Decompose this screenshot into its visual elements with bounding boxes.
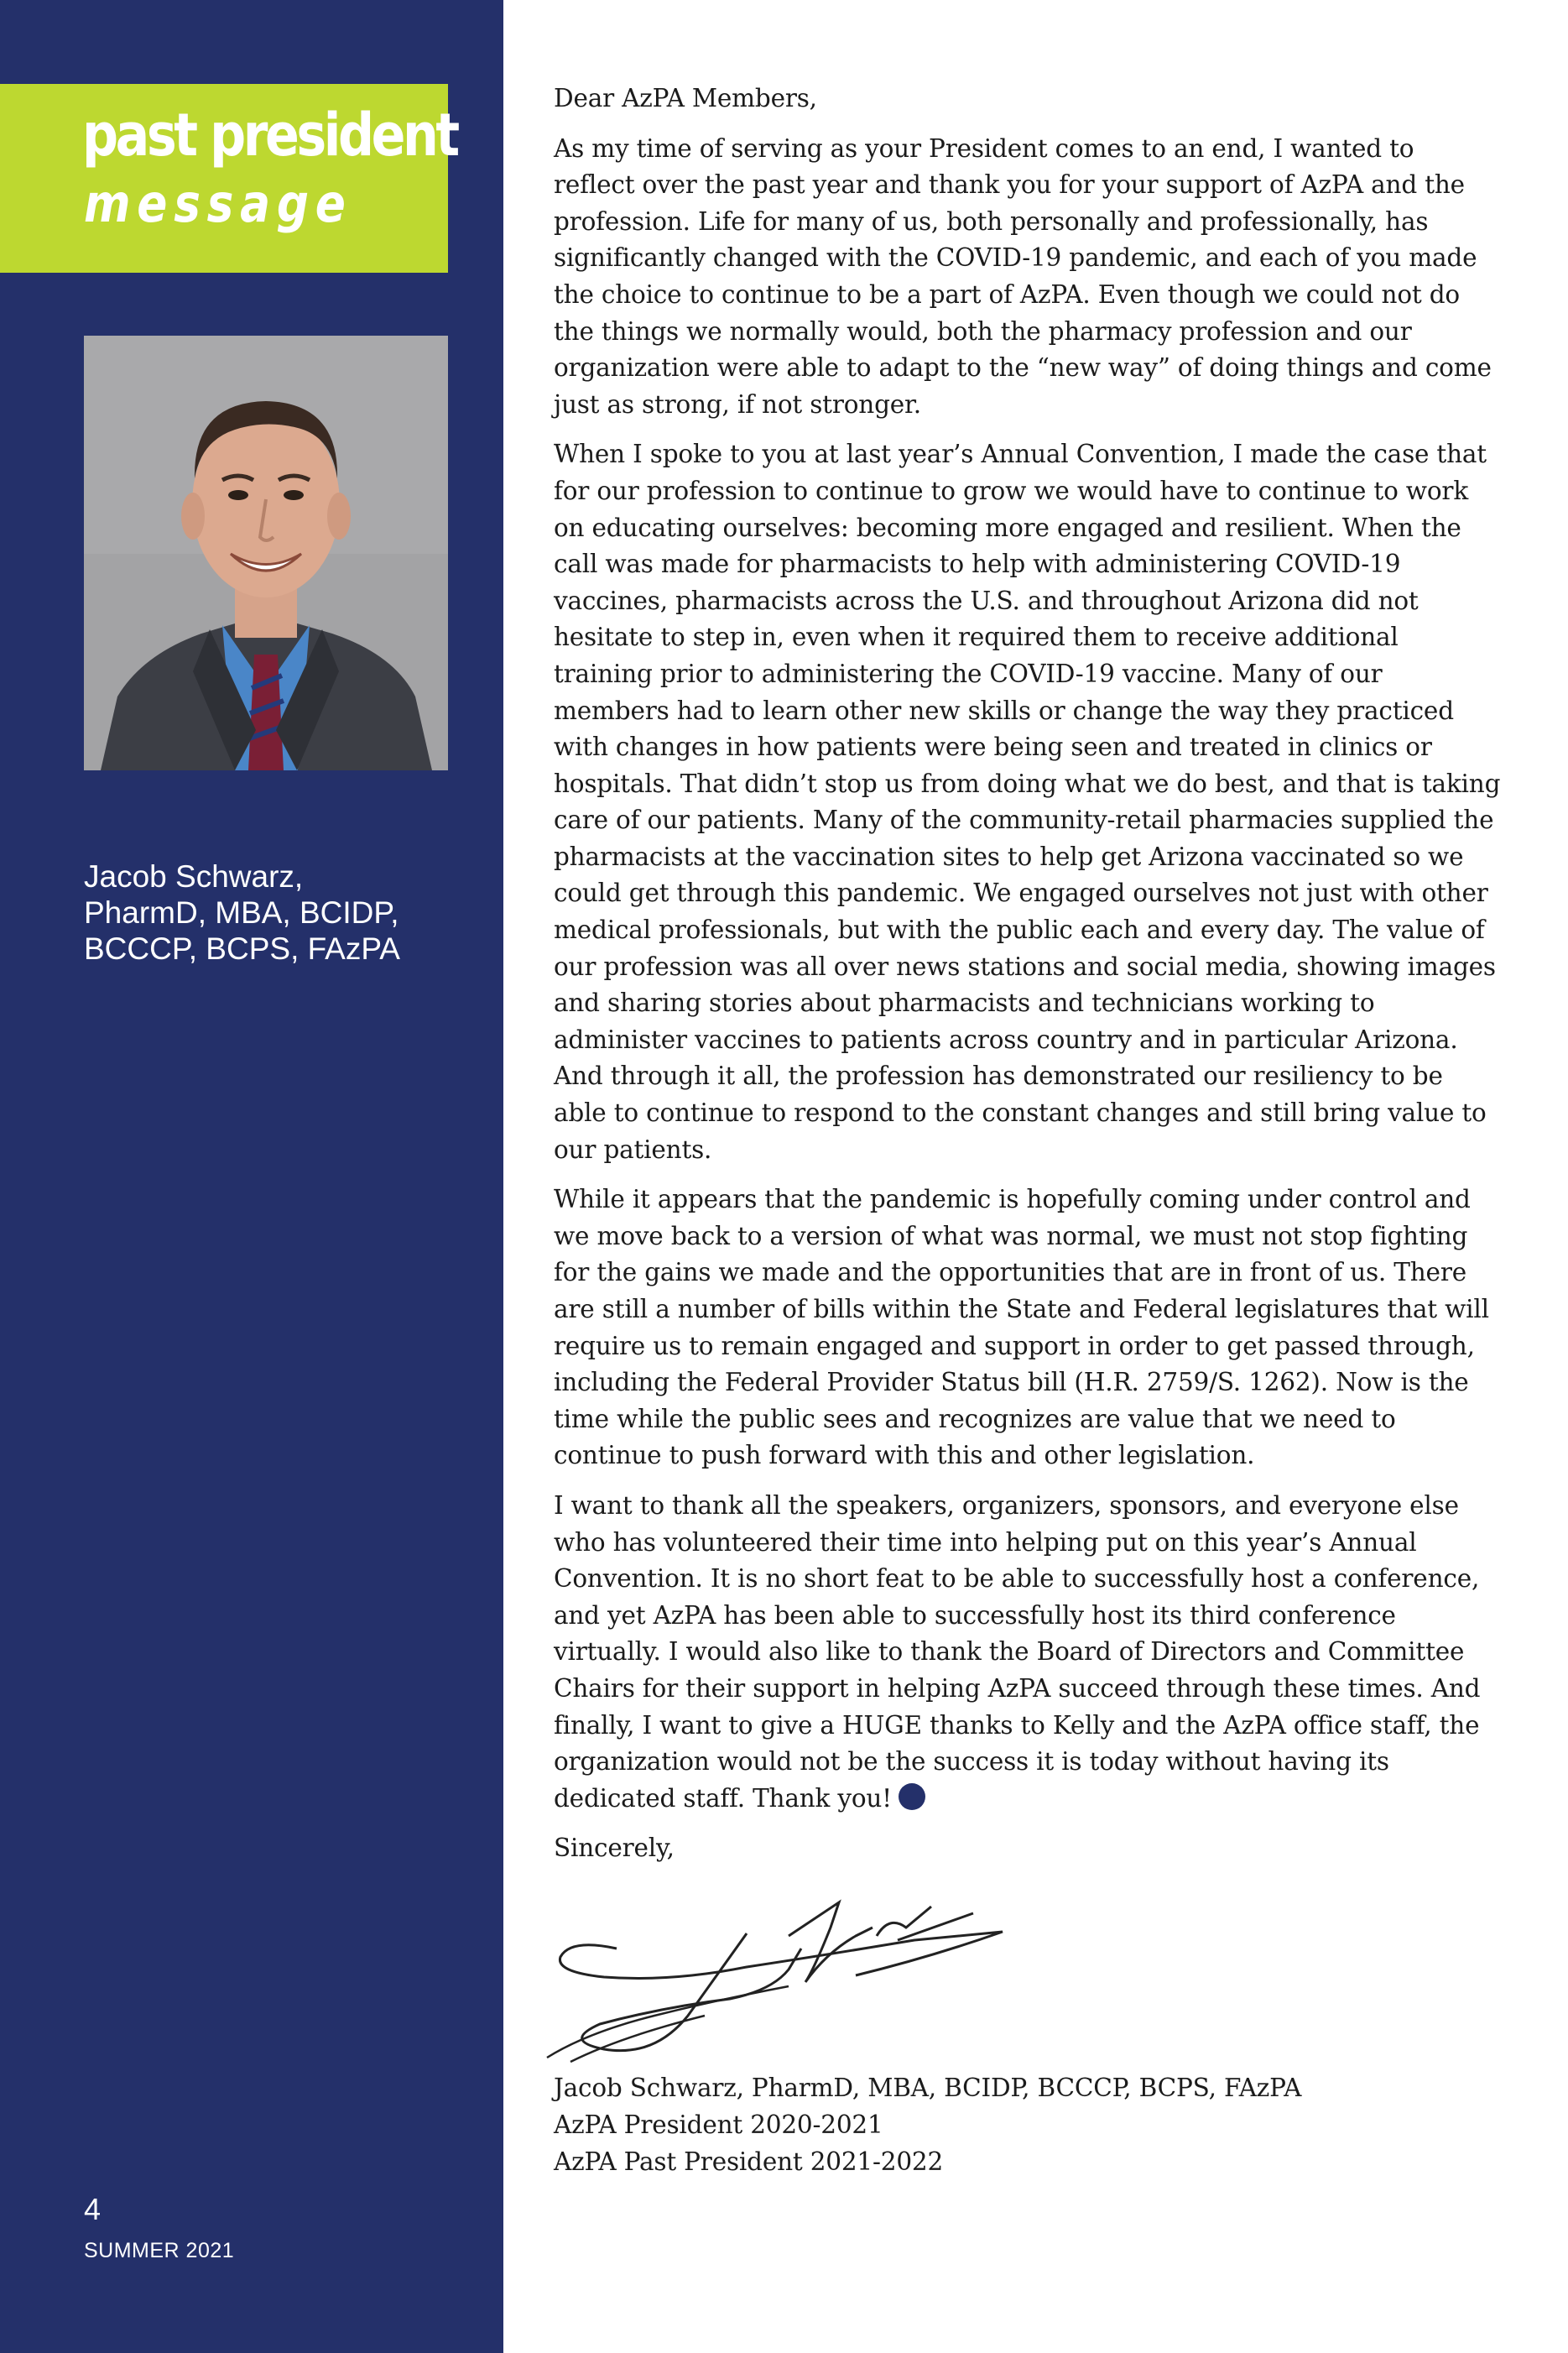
author-caption-line: PharmD, MBA, BCIDP, <box>84 895 399 930</box>
portrait-photo <box>84 336 448 770</box>
signature-title: AzPA President 2020-2021 <box>554 2110 883 2139</box>
section-title: past president <box>82 101 457 170</box>
salutation: Dear AzPA Members, <box>554 84 817 112</box>
closing: Sincerely, <box>554 1834 675 1863</box>
paragraph: While it appears that the pandemic is hopefully coming under control and we move back to a version of what was normal, we must not stop fighting for the gains we made and the opportunities that are in front of us. There are still a number of bills within the State and Federal legislatures that will require us to remain engaged and support in order to get passed through, including the Federal Provider Status bill (H.R. 2759/S. 1262). Now is the time while the public sees and recognizes are value that we need to continue to push forward with this and other legislation. <box>554 1185 1489 1470</box>
signature-block <box>554 2069 1502 2180</box>
paragraph: I want to thank all the speakers, organizers, sponsors, and everyone else who has volunteered their time into helping put on this year’s Annual Convention. It is no short feat to be able to successfully host a conference, and yet AzPA has been able to successfully host its third conference virtually. I would also like to thank the Board of Directors and Committee Chairs for their support in helping AzPA succeed through these times. And finally, I want to give a HUGE thanks to Kelly and the AzPA office staff, the organization would not be the success it is today without having its dedicated staff. Thank you! <box>554 1490 1481 1813</box>
paragraph-final <box>554 1488 1502 1817</box>
handwritten-signature <box>537 1890 1007 2070</box>
author-caption-line: BCCCP, BCPS, FAzPA <box>84 931 400 966</box>
signature-title: AzPA Past President 2021-2022 <box>554 2147 944 2176</box>
signature-icon <box>537 1890 1007 2070</box>
paragraph: As my time of serving as your President comes to an end, I wanted to reflect over the past year and thank you for your support of AzPA and the profession. Life for many of us, both personally and professionally, has significantly changed with the COVID-19 pandemic, and each of you made the choice to continue to be a part of AzPA. Even though we could not do the things we normally would, both the pharmacy profession and our organization were able to adapt to the “new way” of doing things and come just as strong, if not stronger. <box>554 133 1492 419</box>
letter-body <box>554 81 1502 1881</box>
author-caption <box>84 858 487 967</box>
portrait-illustration <box>84 336 448 770</box>
author-caption-line: Jacob Schwarz, <box>84 859 304 894</box>
end-mark-icon <box>899 1783 925 1810</box>
page-number: 4 <box>84 2192 102 2226</box>
section-subtitle: message <box>84 173 352 234</box>
paragraph: When I spoke to you at last year’s Annual Convention, I made the case that for our profession to continue to grow we would have to continue to work on educating ourselves: becoming more engaged and resilient. When the call was made for pharmacists to help with administering COVID-19 vaccines, pharmacists across the U.S. and throughout Arizona did not hesitate to step in, even when it required them to receive additional training prior to administering the COVID-19 vaccine. Many of our members had to learn other new skills or change the way they practiced with changes in how patients were being seen and treated in clinics or hospitals. That didn’t stop us from doing what we do best, and that is taking care of our patients. Many of the community-retail pharmacies supplied the pharmacists at the vaccination sites to help get Arizona vaccinated so we could get through this pandemic. We engaged ourselves not just with other medical professionals, but with the public each and every day. The value of our profession was all over news stations and social media, showing images and sharing stories about pharmacists and technicians working to administer vaccines to patients across country and in particular Arizona. And through it all, the profession has demonstrated our resiliency to be able to continue to respond to the constant changes and still bring value to our patients. <box>554 440 1501 1164</box>
issue-label: SUMMER 2021 <box>84 2239 235 2262</box>
signature-name: Jacob Schwarz, PharmD, MBA, BCIDP, BCCCP, BCPS, FAzPA <box>554 2074 1302 2102</box>
